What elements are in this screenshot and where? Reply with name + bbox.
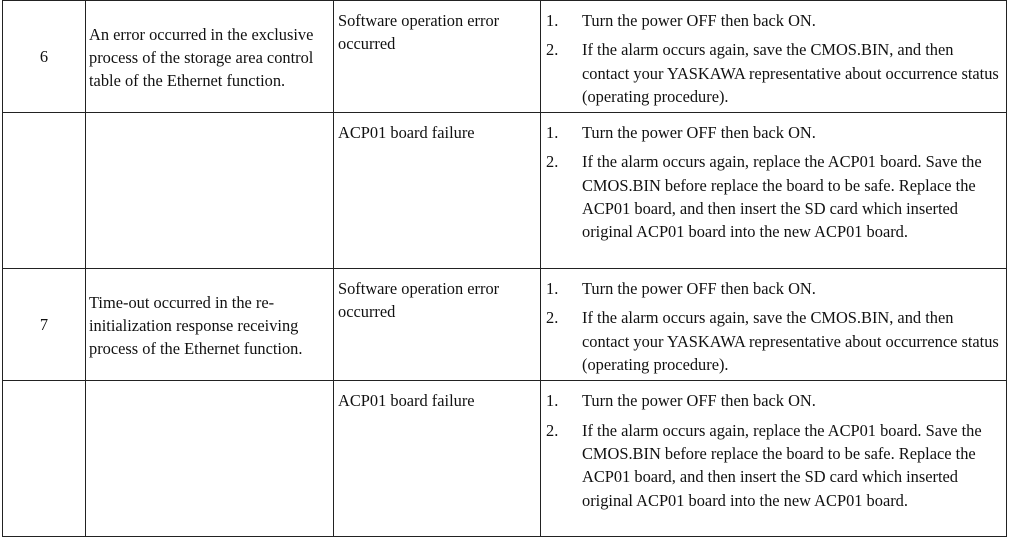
step-text: Turn the power OFF then back ON. [582,11,816,30]
alarm-description [86,113,334,269]
remedy-step [546,389,1000,412]
remedy-step [546,121,1000,144]
alarm-number: 6 [3,1,86,113]
step-text: Turn the power OFF then back ON. [582,123,816,143]
alarm-number: 7 [3,269,86,381]
step-text: Turn the power OFF then back ON. [582,279,816,299]
step-number: 1. [546,279,559,299]
remedy-step [546,9,1000,32]
remedy-cell [541,1,1007,113]
step-text: If the alarm occurs again, save the CMOS.BIN, and then contact your YASKAWA representative about occurrence status (operating procedure). [582,308,999,375]
alarm-cause: Software operation error occurred [334,1,541,113]
remedy-step [546,277,1000,300]
table-row [3,1,1007,113]
remedy-cell [541,381,1007,537]
table-row [3,269,1007,381]
remedy-step [546,38,1000,108]
remedy-cell [541,113,1007,269]
remedy-step [546,419,1000,512]
step-number: 2. [546,40,559,60]
alarm-table [2,0,1007,537]
remedy-step [546,306,1000,376]
alarm-description [86,381,334,537]
alarm-number [3,113,86,269]
alarm-cause: ACP01 board failure [334,381,541,537]
step-number: 1. [546,391,559,411]
step-number: 1. [546,123,559,143]
step-text: If the alarm occurs again, replace the ACP01 board. Save the CMOS.BIN before replace the board to be safe. Replace the ACP01 board, and then insert the SD card which inserted original ACP01 board into the new ACP01 board. [582,152,982,242]
remedy-step [546,150,1000,243]
table-row [3,113,1007,269]
alarm-description: Time-out occurred in the re-initialization response receiving process of the Ethernet function. [86,269,334,381]
step-text: Turn the power OFF then back ON. [582,391,816,411]
step-number: 1. [546,11,559,30]
alarm-description: An error occurred in the exclusive process of the storage area control table of the Ethernet function. [86,1,334,113]
alarm-cause: ACP01 board failure [334,113,541,269]
step-number: 2. [546,420,559,440]
step-text: If the alarm occurs again, replace the ACP01 board. Save the CMOS.BIN before replace the board to be safe. Replace the ACP01 board, and then insert the SD card which inserted original ACP01 board into the new ACP01 board. [582,420,982,510]
step-text: If the alarm occurs again, save the CMOS.BIN, and then contact your YASKAWA representative about occurrence status (operating procedure). [582,40,999,106]
table-row [3,381,1007,537]
step-number: 2. [546,152,559,172]
alarm-cause: Software operation error occurred [334,269,541,381]
remedy-cell [541,269,1007,381]
alarm-number [3,381,86,537]
step-number: 2. [546,308,559,328]
